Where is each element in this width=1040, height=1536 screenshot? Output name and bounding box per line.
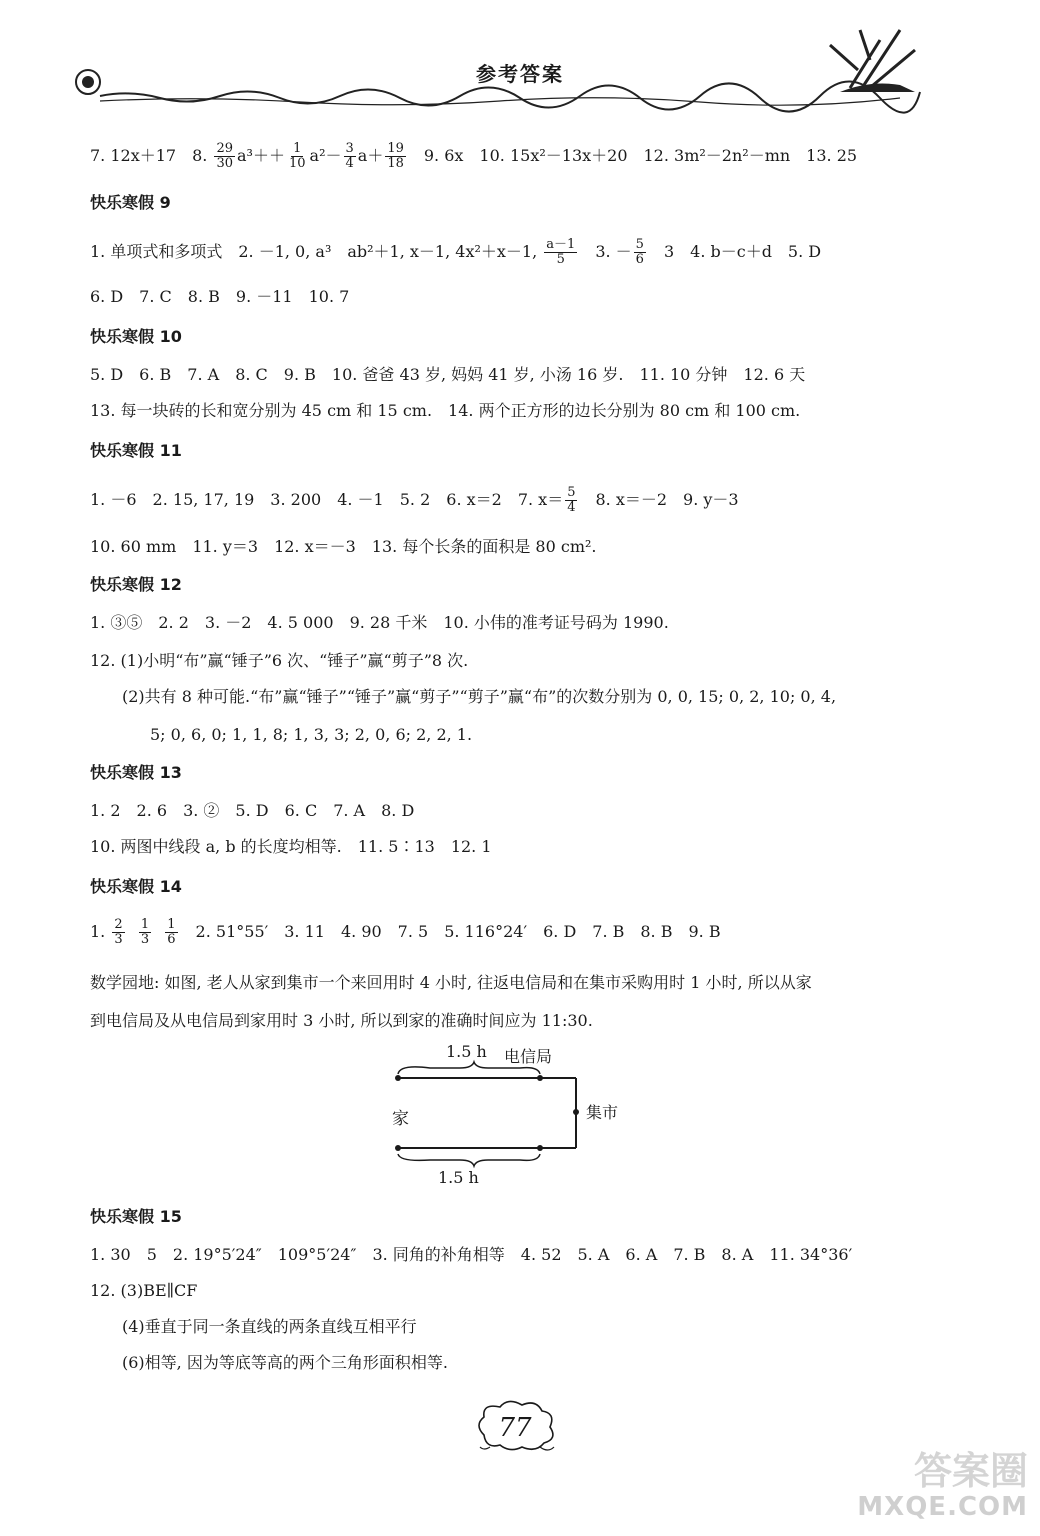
denominator: 4: [567, 500, 576, 515]
answer-line: 10. 60 mm 11. y＝3 12. x＝－3 13. 每个长条的面积是 80 cm².: [90, 537, 597, 556]
answer-line: 到电信局及从电信局到家用时 3 小时, 所以到家的准确时间应为 11:30.: [90, 1011, 593, 1030]
answer-text: 3. －: [579, 242, 632, 261]
answer-line: 12. (1)小明“布”赢“锤子”6 次、“锤子”赢“剪子”8 次.: [90, 651, 469, 670]
answer-line: (6)相等, 因为等底等高的两个三角形面积相等.: [122, 1353, 448, 1372]
answer-text: 1.: [90, 922, 111, 941]
numerator: 1: [167, 917, 176, 932]
fraction: [214, 142, 235, 171]
top-time-label: 1.5 h: [446, 1042, 487, 1061]
answer-line: [90, 486, 739, 515]
watermark: [848, 1440, 1028, 1530]
numerator: 1: [140, 917, 150, 932]
fraction: [385, 142, 406, 171]
answer-line: 1. 30 5 2. 19°5′24″ 109°5′24″ 3. 同角的补角相等 4. 52 5. A 6. A 7. B 8. A 11. 34°36′: [90, 1245, 853, 1264]
denominator: 4: [345, 156, 354, 171]
fraction: [165, 918, 177, 947]
fraction: [287, 142, 308, 171]
section-heading: 快乐寒假 15: [90, 1207, 182, 1226]
fraction: [565, 486, 577, 515]
bottom-time-label: 1.5 h: [438, 1168, 479, 1187]
answer-text: 1. －6 2. 15, 17, 19 3. 200 4. －1 5. 2 6. x＝2 7. x＝: [90, 490, 564, 509]
fraction: [544, 238, 577, 267]
answer-text: 3 4. b－c＋d 5. D: [647, 242, 822, 261]
answer-text: a: [237, 146, 247, 165]
numerator: 1: [293, 141, 302, 156]
answer-line: 5. D 6. B 7. A 8. C 9. B 10. 爸爸 43 岁, 妈妈 41 岁, 小汤 16 岁. 11. 10 分钟 12. 6 天: [90, 365, 806, 384]
numerator: a－1: [546, 237, 576, 252]
numerator: 2: [114, 917, 123, 932]
answer-line: 7. 12x＋17 8. $\frac{29}{30}$ a³＋＋ $\frac{1}{10}$ a²－ $\frac{3}{4}$ a＋ $\frac{19}{18}$ 9. 6x 10. 15x²－13x＋20 12. 3m²－2n²－mn 13. 25: [90, 141, 858, 171]
answer-line: [90, 918, 721, 947]
answer-line: 6. D 7. C 8. B 9. －11 10. 7: [90, 287, 350, 306]
section-heading: 快乐寒假 12: [90, 575, 182, 594]
numerator: 19: [387, 141, 404, 156]
answer-text: 7. 12x＋17 8.: [90, 146, 213, 165]
answer-line: 5; 0, 6, 0; 1, 1, 8; 1, 3, 3; 2, 0, 6; 2, 2, 1.: [150, 725, 473, 744]
watermark-url: MXQE.COM: [857, 1492, 1028, 1522]
bottom-brace: [398, 1154, 540, 1166]
telecom-label: 电信局: [504, 1047, 553, 1066]
section-heading: 快乐寒假 14: [90, 877, 182, 896]
answer-text: ³＋: [246, 146, 269, 165]
denominator: 30: [216, 156, 233, 171]
section-heading: 快乐寒假 11: [90, 441, 182, 460]
fraction: [634, 238, 646, 267]
telecom-point: [537, 1075, 543, 1081]
page-number: 77: [498, 1413, 532, 1443]
market-point: [573, 1109, 579, 1115]
answer-line: 1. ③⑤ 2. 2 3. －2 4. 5 000 9. 28 千米 10. 小伟的准考证号码为 1990.: [90, 613, 669, 632]
home-top-point: [395, 1075, 401, 1081]
answer-text: 8. x＝－2 9. y－3: [579, 490, 739, 509]
section-heading: 快乐寒假 13: [90, 763, 182, 782]
denominator: 5: [556, 252, 565, 267]
route-diagram: [380, 1042, 640, 1192]
denominator: 6: [635, 252, 644, 267]
fraction: [112, 918, 124, 947]
section-heading: 快乐寒假 10: [90, 327, 182, 346]
denominator: 3: [114, 932, 123, 947]
answer-line: 1. 2 2. 6 3. ② 5. D 6. C 7. A 8. D: [90, 801, 415, 820]
denominator: 3: [140, 932, 150, 947]
answer-text: 9. 6x 10. 15x²－13x＋20 12. 3m²－2n²－mn 13. 25: [407, 146, 858, 165]
answer-line: 12. (3)BE∥CF: [90, 1281, 198, 1300]
watermark-logo: 答案圈: [913, 1449, 1028, 1493]
market-label: 集市: [586, 1103, 619, 1122]
answer-line: 13. 每一块砖的长和宽分别为 45 cm 和 15 cm. 14. 两个正方形的边长分别为 80 cm 和 100 cm.: [90, 401, 801, 420]
answer-line: (4)垂直于同一条直线的两条直线互相平行: [122, 1317, 417, 1336]
denominator: 6: [167, 932, 176, 947]
fraction: [344, 142, 356, 171]
fraction: [139, 918, 151, 947]
page-number-badge: [470, 1395, 560, 1455]
denominator: 18: [387, 156, 404, 171]
answer-text: ²－: [319, 146, 342, 165]
page-title: 参考答案: [476, 62, 564, 86]
home-label: 家: [392, 1109, 409, 1129]
answer-text: 2. 51°55′ 3. 11 4. 90 7. 5 5. 116°24′ 6. D 7. B 8. B 9. B: [179, 922, 721, 941]
numerator: 3: [345, 141, 354, 156]
answer-line: [90, 238, 821, 267]
answer-text: a＋: [357, 146, 384, 165]
numerator: 29: [216, 141, 233, 156]
bottom-point: [537, 1145, 543, 1151]
page-header: [0, 0, 1040, 120]
answer-line: 10. 两图中线段 a, b 的长度均相等. 11. 5∶13 12. 1: [90, 837, 492, 856]
answer-line: (2)共有 8 种可能.“布”赢“锤子”“锤子”赢“剪子”“剪子”赢“布”的次数分别为 0, 0, 15; 0, 2, 10; 0, 4,: [122, 687, 837, 706]
denominator: 10: [288, 156, 306, 171]
answer-line: 数学园地: 如图, 老人从家到集市一个来回用时 4 小时, 往返电信局和在集市采购用时 1 小时, 所以从家: [90, 973, 812, 992]
numerator: 5: [567, 485, 576, 500]
home-bottom-point: [395, 1145, 401, 1151]
answer-text: 1. 单项式和多项式 2. －1, 0, a³ ab²＋1, x－1, 4x²＋x－1,: [90, 242, 543, 261]
numerator: 5: [635, 237, 644, 252]
section-heading: 快乐寒假 9: [90, 193, 171, 212]
answer-text: a: [309, 146, 320, 165]
